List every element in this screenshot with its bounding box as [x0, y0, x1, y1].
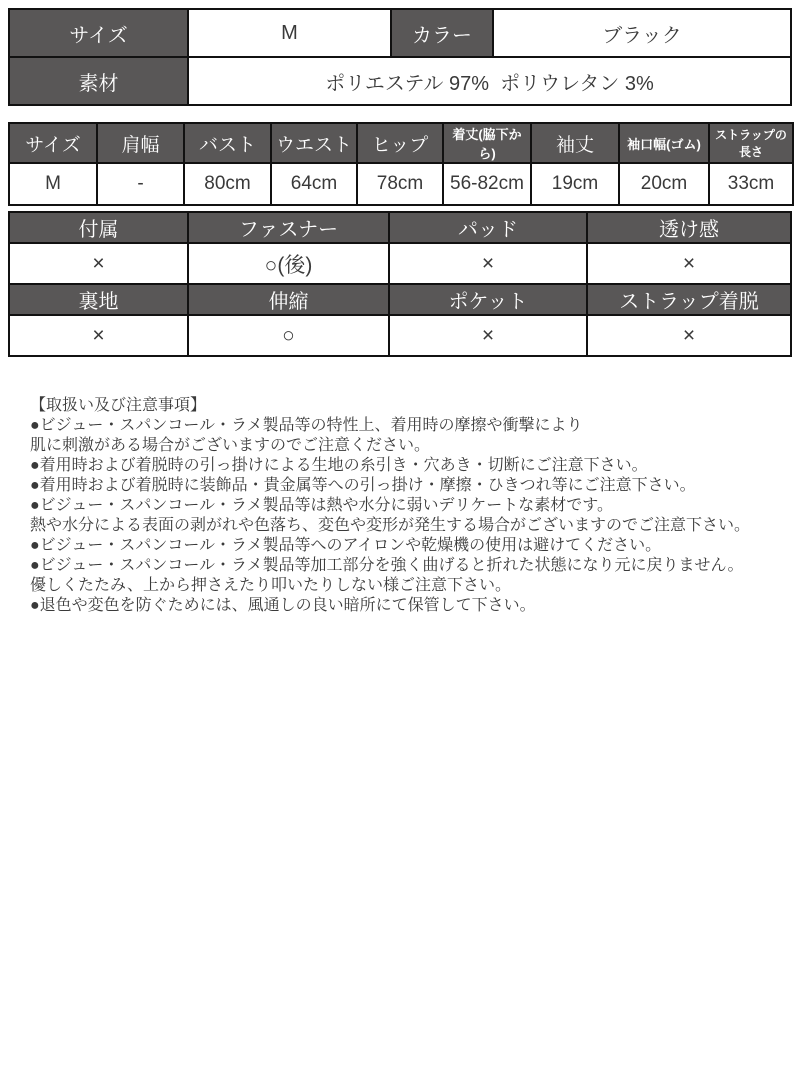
care-note-line: 優しくたたみ、上から押さえたり叩いたりしない様ご注意下さい。	[30, 577, 511, 594]
care-note-line: ●着用時および着脱時の引っ掛けによる生地の糸引き・穴あき・切断にご注意下さい。	[30, 457, 648, 474]
color-label-cell: カラー	[391, 9, 493, 57]
feature-header-row-2	[9, 284, 791, 315]
table-row	[9, 9, 791, 57]
feature-table	[8, 211, 792, 357]
care-note-line: ●ビジュー・スパンコール・ラメ製品等へのアイロンや乾燥機の使用は避けてください。	[30, 537, 662, 554]
value-accessory: ×	[9, 243, 188, 284]
care-note-line: ●ビジュー・スパンコール・ラメ製品等の特性上、着用時の摩擦や衝撃により	[30, 417, 583, 434]
header-strap-removable: ストラップ着脱	[587, 284, 791, 315]
care-notes	[30, 396, 775, 616]
header-waist: ウエスト	[271, 123, 357, 163]
header-pocket: ポケット	[389, 284, 587, 315]
header-size: サイズ	[9, 123, 97, 163]
header-bust: バスト	[184, 123, 271, 163]
header-fastener: ファスナー	[188, 212, 389, 243]
header-length: 着丈(脇下から)	[443, 123, 531, 163]
feature-value-row-2	[9, 315, 791, 356]
header-strap-length: ストラップの長さ	[709, 123, 793, 163]
care-note-line: ●着用時および着脱時に装飾品・貴金属等への引っ掛け・摩擦・ひきつれ等にご注意下さい。	[30, 477, 696, 494]
care-note-line: ●退色や変色を防ぐためには、風通しの良い暗所にて保管して下さい。	[30, 597, 536, 614]
measurement-header-row	[9, 123, 793, 163]
value-size: M	[9, 163, 97, 205]
header-lining: 裏地	[9, 284, 188, 315]
feature-value-row-1	[9, 243, 791, 284]
value-sheerness: ×	[587, 243, 791, 284]
value-fastener: ○(後)	[188, 243, 389, 284]
value-shoulder: -	[97, 163, 184, 205]
header-pad: パッド	[389, 212, 587, 243]
value-lining: ×	[9, 315, 188, 356]
color-value-cell: ブラック	[493, 9, 791, 57]
value-bust: 80cm	[184, 163, 271, 205]
care-note-line: 熱や水分による表面の剥がれや色落ち、変色や変形が発生する場合がございますのでご注意下さい。	[30, 517, 751, 534]
measurement-value-row	[9, 163, 793, 205]
material-label-cell: 素材	[9, 57, 188, 105]
care-notes-title: 【取扱い及び注意事項】	[30, 397, 207, 414]
size-value-cell: M	[188, 9, 391, 57]
care-note-line: ●ビジュー・スパンコール・ラメ製品等は熱や水分に弱いデリケートな素材です。	[30, 497, 613, 514]
care-note-line: ●ビジュー・スパンコール・ラメ製品等加工部分を強く曲げると折れた状態になり元に戻りません。	[30, 557, 744, 574]
feature-header-row-1	[9, 212, 791, 243]
table-row	[9, 57, 791, 105]
value-stretch: ○	[188, 315, 389, 356]
value-waist: 64cm	[271, 163, 357, 205]
header-sleeve-length: 袖丈	[531, 123, 619, 163]
value-length: 56-82cm	[443, 163, 531, 205]
value-pad: ×	[389, 243, 587, 284]
material-value-cell: ポリエステル 97% ポリウレタン 3%	[188, 57, 791, 105]
header-stretch: 伸縮	[188, 284, 389, 315]
value-cuff-width: 20cm	[619, 163, 709, 205]
value-strap-removable: ×	[587, 315, 791, 356]
size-color-material-table	[8, 8, 792, 106]
value-hip: 78cm	[357, 163, 443, 205]
care-note-line: 肌に刺激がある場合がございますのでご注意ください。	[30, 437, 431, 454]
header-accessory: 付属	[9, 212, 188, 243]
header-cuff-width: 袖口幅(ゴム)	[619, 123, 709, 163]
value-sleeve-length: 19cm	[531, 163, 619, 205]
measurement-table	[8, 122, 794, 206]
header-hip: ヒップ	[357, 123, 443, 163]
header-sheerness: 透け感	[587, 212, 791, 243]
size-label-cell: サイズ	[9, 9, 188, 57]
value-strap-length: 33cm	[709, 163, 793, 205]
value-pocket: ×	[389, 315, 587, 356]
header-shoulder: 肩幅	[97, 123, 184, 163]
